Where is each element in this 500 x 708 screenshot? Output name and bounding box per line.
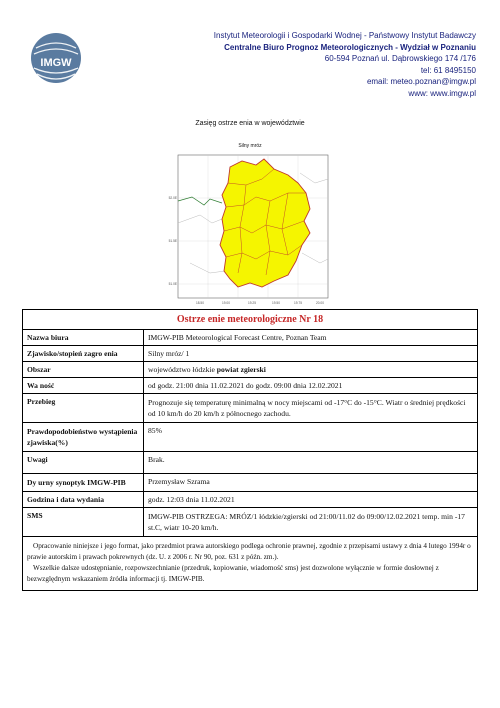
- row-label: Zjawisko/stopień zagro enia: [23, 346, 144, 362]
- table-title-row: [23, 310, 478, 330]
- table-row: [23, 346, 478, 362]
- copyright-note: [23, 537, 478, 591]
- row-label: Obszar: [23, 362, 144, 378]
- table-row: [23, 378, 478, 394]
- row-label: Uwagi: [23, 452, 144, 474]
- imgw-logo: [30, 30, 82, 88]
- copyright-text-1: Opracowanie niniejsze i jego format, jako przedmiot prawa autorskiego podlega ochronie prawnej, zgodnie z przepisami ustawy z dnia 4 lutego 1994r o prawie autorskim i prawach pokrewnych (dz. U. z 2006 r. Nr 90, poz. 631 z późn. zm.).: [27, 542, 471, 561]
- row-label: Przebieg: [23, 394, 144, 423]
- row-label: Prawdopodobieństwo wystąpienia zjawiska(%): [23, 423, 144, 452]
- x-tick: 19.75: [294, 301, 302, 305]
- row-value: [144, 362, 478, 378]
- row-value: IMGW-PIB OSTRZEGA: MRÓZ/1 łódzkie/zgierski od 21:00/11.02 do 09:00/12.02.2021 temp. min -17 st.C, wiatr 10-20 km/h.: [144, 508, 478, 537]
- row-value: 85%: [144, 423, 478, 452]
- x-tick: 18.50: [196, 301, 204, 305]
- warning-title: Ostrze enie meteorologiczne Nr 18: [23, 310, 478, 330]
- row-label: Nazwa biura: [23, 330, 144, 346]
- warning-map: [170, 153, 330, 308]
- row-label: Dy urny synoptyk IMGW-PIB: [23, 474, 144, 492]
- table-row: [23, 508, 478, 537]
- table-row: [23, 492, 478, 508]
- x-tick: 19.00: [222, 301, 230, 305]
- logo-text: IMGW: [40, 57, 72, 69]
- phone: tel: 61 8495150: [420, 65, 476, 75]
- row-value: Prognozuje się temperaturę minimalną w nocy miejscami od -17°C do -15°C. Wiatr o średniej prędkości od 10 km/h do 20 km/h z północnego zachodu.: [144, 394, 478, 423]
- map-subtitle: Silny mróz: [238, 143, 262, 149]
- table-row: [23, 362, 478, 378]
- address: 60-594 Poznań ul. Dąbrowskiego 174 /176: [324, 54, 476, 64]
- x-tick: 19.50: [272, 301, 280, 305]
- map-title: Zasięg ostrze enia w województwie: [195, 120, 305, 127]
- x-tick: 19.25: [248, 301, 256, 305]
- office-name: Centralne Biuro Prognoz Meteorologicznych - Wydział w Poznaniu: [224, 42, 476, 52]
- row-value: Brak.: [144, 452, 478, 474]
- y-tick: 52.0E: [168, 196, 177, 200]
- area-county: powiat zgierski: [216, 365, 266, 374]
- row-value: IMGW-PIB Meteorological Forecast Centre, Poznan Team: [144, 330, 478, 346]
- y-tick: 51.5E: [168, 239, 177, 243]
- row-value: Przemysław Szrama: [144, 474, 478, 492]
- row-value: godz. 12:03 dnia 11.02.2021: [144, 492, 478, 508]
- table-row: [23, 394, 478, 423]
- table-row: [23, 330, 478, 346]
- institute-name: Instytut Meteorologii i Gospodarki Wodnej - Państwowy Instytut Badawczy: [213, 31, 476, 40]
- row-value: Silny mróz/ 1: [144, 346, 478, 362]
- row-label: Wa ność: [23, 378, 144, 394]
- table-row: [23, 474, 478, 492]
- email[interactable]: email: meteo.poznan@imgw.pl: [366, 77, 476, 87]
- website[interactable]: www: www.imgw.pl: [408, 88, 476, 98]
- institution-header: [146, 30, 476, 100]
- warning-table: [22, 309, 478, 591]
- x-tick: 20.00: [316, 301, 324, 305]
- copyright-text-2: Wszelkie dalsze udostępnianie, rozpowszechnianie (przedruk, kopiowanie, wiadomość sms) jest dozwolone wyłącznie w formie dosłownej z bezwzględnym wskazaniem źródła informacji tj. IMGW-PIB.: [27, 564, 439, 583]
- row-label: SMS: [23, 508, 144, 537]
- table-row: [23, 452, 478, 474]
- y-tick: 51.0E: [168, 282, 177, 286]
- row-value: od godz. 21:00 dnia 11.02.2021 do godz. 09:00 dnia 12.02.2021: [144, 378, 478, 394]
- copyright-row: [23, 537, 478, 591]
- area-voivodeship: województwo łódzkie: [148, 365, 217, 374]
- row-label: Godzina i data wydania: [23, 492, 144, 508]
- table-row: [23, 423, 478, 452]
